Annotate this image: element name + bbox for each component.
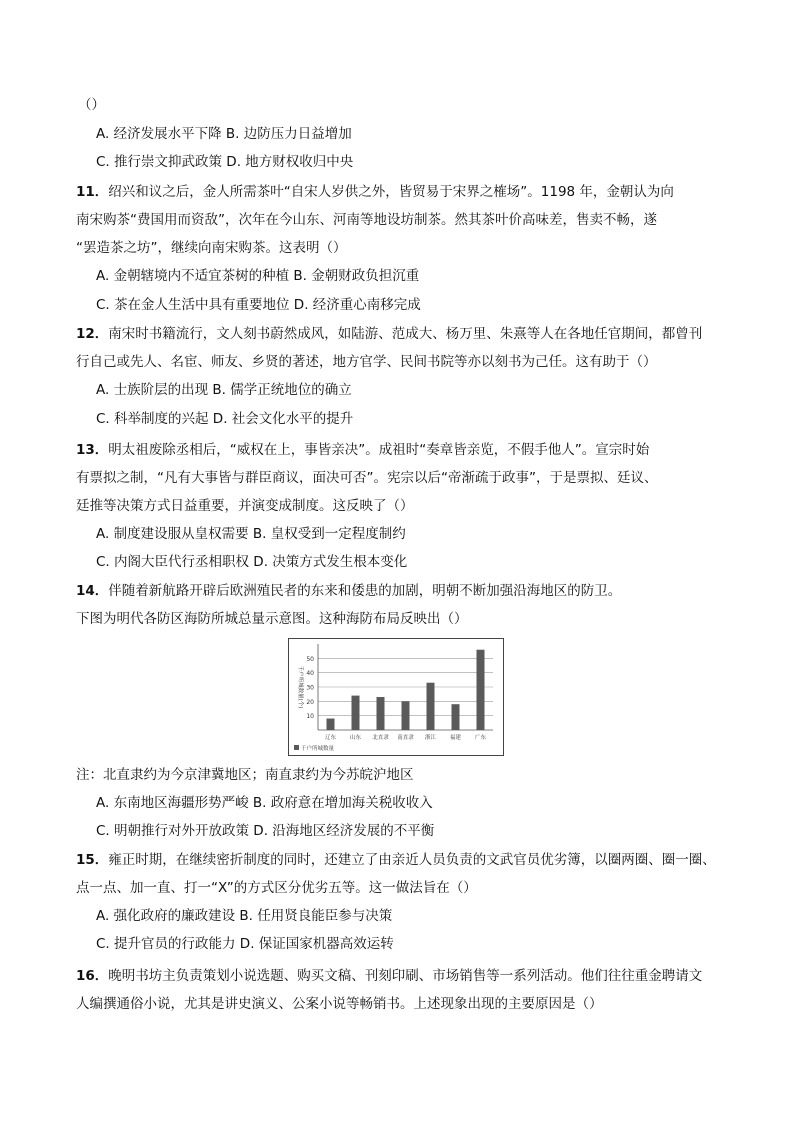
question-text-line: 行自己或先人、名宦、师友、乡贤的著述，地方官学、民间书院等亦以刻书为己任。这有助于（） xyxy=(76,354,657,370)
legend-swatch xyxy=(294,745,299,750)
bar xyxy=(402,701,410,730)
option-line: A. 士族阶层的出现 B. 儒学正统地位的确立 xyxy=(96,382,352,398)
bar xyxy=(327,719,335,730)
option-line: C. 科举制度的兴起 D. 社会文化水平的提升 xyxy=(96,411,354,427)
question-15-line xyxy=(76,851,716,869)
x-tick-label: 北直隶 xyxy=(372,735,389,741)
question-13-line xyxy=(76,441,649,459)
option-line: C. 内阁大臣代行丞相职权 D. 决策方式发生根本变化 xyxy=(96,554,408,570)
x-tick-label: 福建 xyxy=(449,735,462,741)
legend-label: 千户所城数量 xyxy=(301,746,335,752)
question-text-line: “罢造茶之坊”，继续向南宋购茶。这表明（） xyxy=(76,240,347,256)
x-tick-label: 南直隶 xyxy=(397,735,414,741)
bar-chart-figure xyxy=(288,638,504,756)
bar xyxy=(452,704,460,730)
question-text-line: 廷推等决策方式日益重要，并演变成制度。这反映了（） xyxy=(76,498,414,514)
option-line: A. 强化政府的廉政建设 B. 任用贤良能臣参与决策 xyxy=(96,908,393,924)
bar-chart xyxy=(288,638,504,756)
question-12-line xyxy=(76,325,702,343)
option-line: C. 明朝推行对外开放政策 D. 沿海地区经济发展的不平衡 xyxy=(96,823,435,839)
question-number: 14． xyxy=(76,583,109,599)
question-text: 雍正时期，在继续密折制度的同时，还建立了由亲近人员负责的文武官员优劣簿，以圈两圈、圈一圈、 xyxy=(108,852,716,868)
question-text-line: 南宋购茶“费国用而资敌”，次年在今山东、河南等地设坊制茶。然其茶叶价高味差，售卖不畅，遂 xyxy=(76,212,657,228)
option-line: C. 提升官员的行政能力 D. 保证国家机器高效运转 xyxy=(96,936,394,952)
question-text: 明太祖废除丞相后，“威权在上，事皆亲决”。成祖时“奏章皆亲览，不假手他人”。宣宗时始 xyxy=(108,442,650,458)
y-tick-label: 10 xyxy=(306,713,314,721)
bar xyxy=(427,683,435,730)
question-11-line xyxy=(76,183,674,201)
chart-frame xyxy=(289,639,504,756)
figure-note: 注：北直隶约为今京津冀地区；南直隶约为今苏皖沪地区 xyxy=(76,767,414,783)
question-text-line: 有票拟之制，“凡有大事皆与群臣商议，面决可否”。宪宗以后“帝渐疏于政事”，于是票拟、廷议、 xyxy=(76,470,658,486)
option-line: A. 金朝辖境内不适宜茶树的种植 B. 金朝财政负担沉重 xyxy=(96,268,420,284)
question-number: 12． xyxy=(76,326,109,342)
y-tick-label: 50 xyxy=(306,655,314,663)
question-16-line xyxy=(76,967,702,985)
option-line: A. 制度建设服从皇权需要 B. 皇权受到一定程度制约 xyxy=(96,526,406,542)
x-tick-label: 广东 xyxy=(474,735,487,741)
y-tick-label: 20 xyxy=(306,698,314,706)
question-number: 11． xyxy=(76,184,109,200)
question-number: 16． xyxy=(76,968,109,984)
question-text: 南宋时书籍流行，文人刻书蔚然成风，如陆游、范成大、杨万里、朱熹等人在各地任官期间，都曾刊 xyxy=(108,326,703,342)
option-line: A. 经济发展水平下降 B. 边防压力日益增加 xyxy=(96,126,352,142)
question-text-line: 点一点、加一直、打一“X”的方式区分优劣五等。这一做法旨在（） xyxy=(76,880,477,896)
question-number: 13． xyxy=(76,442,109,458)
y-axis-label: 千户所城数量(个) xyxy=(297,665,303,709)
question-text-line: 人编撰通俗小说，尤其是讲史演义、公案小说等畅销书。上述现象出现的主要原因是（） xyxy=(76,996,603,1012)
bar xyxy=(477,650,485,730)
bar xyxy=(377,697,385,730)
y-tick-label: 30 xyxy=(306,684,314,692)
question-text-line: 下图为明代各防区海防所城总量示意图。这种海防布局反映出（） xyxy=(76,611,468,627)
x-tick-label: 山东 xyxy=(349,735,362,741)
question-text: 晚明书坊主负责策划小说选题、购买文稿、刊刻印刷、市场销售等一系列活动。他们往往重金聘请文 xyxy=(108,968,703,984)
option-line: A. 东南地区海疆形势严峻 B. 政府意在增加海关税收收入 xyxy=(96,795,433,811)
y-tick-label: 40 xyxy=(306,670,314,678)
x-tick-label: 辽东 xyxy=(324,735,337,741)
question-14-line xyxy=(76,582,621,600)
question-text: 绍兴和议之后，金人所需茶叶“自宋人岁供之外，皆贸易于宋界之榷场”。1198 年，金朝认为向 xyxy=(108,184,674,200)
question-paren: （） xyxy=(78,97,105,113)
bar xyxy=(352,696,360,730)
option-line: C. 茶在金人生活中具有重要地位 D. 经济重心南移完成 xyxy=(96,297,421,313)
question-number: 15． xyxy=(76,852,109,868)
x-tick-label: 浙江 xyxy=(424,735,437,741)
option-line: C. 推行崇文抑武政策 D. 地方财权收归中央 xyxy=(96,154,354,170)
question-text: 伴随着新航路开辟后欧洲殖民者的东来和倭患的加剧，明朝不断加强沿海地区的防卫。 xyxy=(108,583,622,599)
